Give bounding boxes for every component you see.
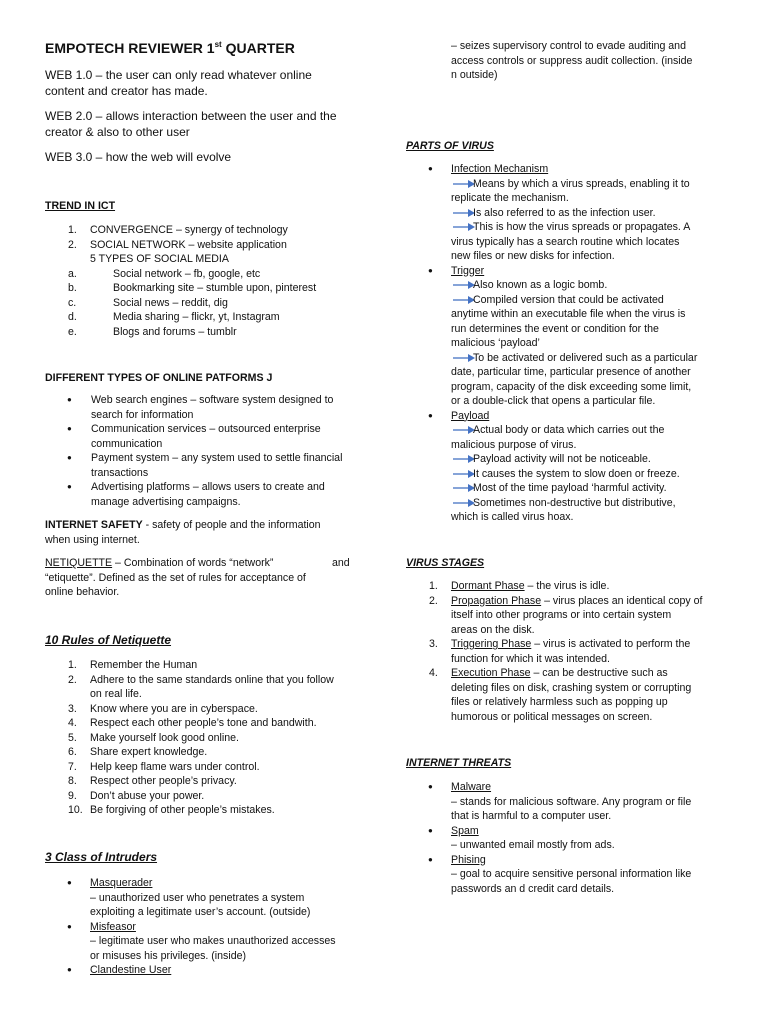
point-line — [451, 423, 726, 438]
social-media-type — [45, 281, 365, 296]
rule-number: 8. — [68, 775, 77, 787]
stage-text: files or relatively harmless such as popping up — [451, 696, 668, 708]
rule-text: Don’t abuse your power. — [90, 789, 205, 802]
point-text: Sometimes non-destructive but distributive, — [473, 496, 676, 509]
title-superscript: st — [214, 40, 222, 49]
rule-number: 3. — [68, 702, 77, 715]
web3-line: WEB 3.0 – how the web will evolve — [45, 150, 232, 164]
rule-item — [45, 702, 365, 717]
rule-item — [45, 803, 365, 818]
virus-part-point — [406, 206, 726, 221]
platform-item — [45, 422, 365, 451]
platform-text: search for information — [91, 408, 194, 421]
stage-number: 2. — [429, 594, 438, 607]
internet-threats-list — [406, 780, 726, 896]
stage-text: – virus is activated to perform the — [531, 638, 691, 650]
point-text: This is how the virus spreads or propagates. A — [473, 221, 691, 233]
virus-part-point — [406, 278, 726, 293]
title-text: EMPOTECH REVIEWER 1 — [45, 40, 215, 56]
web2-line: WEB 2.0 – allows interaction between the user and the — [45, 109, 337, 123]
bullet: ● — [67, 878, 72, 887]
stage-text: – virus places an identical copy of — [541, 594, 703, 607]
threat-text: – goal to acquire sensitive personal information like — [451, 868, 692, 880]
rule-item — [45, 774, 365, 789]
point-line — [451, 496, 726, 511]
point-line — [451, 481, 726, 496]
virus-parts-list — [406, 162, 726, 525]
point-line — [451, 206, 726, 221]
rule-text: Respect other people’s privacy. — [90, 775, 237, 787]
netiquette-and: and — [332, 557, 350, 569]
bullet: ● — [428, 410, 433, 420]
stage-text: – can be destructive such as — [530, 667, 668, 679]
rule-item — [45, 760, 365, 775]
point-text: Most of the time payload ‘harmful activity. — [473, 482, 667, 494]
type-text: Media sharing – flickr, yt, Instagram — [113, 311, 280, 323]
arrow-icon — [453, 223, 473, 231]
rule-number: 2. — [68, 673, 77, 686]
virus-part-point — [406, 452, 726, 467]
arrow-icon — [453, 470, 473, 478]
rule-text: Help keep flame wars under control. — [90, 760, 260, 773]
bullet: ● — [428, 825, 433, 835]
point-line — [451, 278, 726, 293]
arrow-icon — [453, 499, 473, 507]
virus-stages-list — [406, 579, 726, 724]
virus-part-point — [406, 293, 726, 351]
arrow-icon — [453, 455, 473, 463]
point-text: Also known as a logic bomb. — [473, 279, 608, 291]
virus-part-name: Trigger — [451, 264, 485, 277]
intruder-text: exploiting a legitimate user’s account. (outside) — [90, 906, 311, 918]
point-line: malicious ‘payload’ — [451, 337, 540, 349]
trend-item: SOCIAL NETWORK – website application — [90, 238, 287, 251]
stage-text: areas on the disk. — [451, 623, 535, 636]
rule-text: Be forgiving of other people’s mistakes. — [90, 804, 275, 816]
intruder-item — [45, 963, 375, 978]
intruder-text: – unauthorized user who penetrates a system — [90, 891, 305, 904]
virus-part-name: Infection Mechanism — [451, 163, 549, 175]
platforms-list — [45, 393, 365, 509]
point-line — [451, 293, 726, 308]
stage-item — [406, 637, 726, 666]
threat-item — [406, 853, 726, 897]
rule-number: 1. — [68, 659, 77, 671]
point-line: or a double-click that opens a particular file. — [451, 395, 656, 407]
point-line: anytime within an executable file when the virus is — [451, 308, 686, 320]
bullet: ● — [428, 782, 433, 791]
virus-part-point — [406, 423, 726, 452]
bullet: ● — [428, 265, 433, 275]
social-media-types-heading: 5 TYPES OF SOCIAL MEDIA — [90, 253, 229, 265]
intruder-name: Misfeasor — [90, 920, 136, 933]
threat-text: passwords an d credit card details. — [451, 882, 615, 895]
stage-text: function for which it was intended. — [451, 652, 610, 665]
virus-part-payload — [406, 409, 726, 424]
intruder-text: or misuses his privileges. (inside) — [90, 949, 247, 962]
rules-heading: 10 Rules of Netiquette — [45, 633, 172, 647]
intruder-name: Masquerader — [90, 877, 153, 889]
platform-text: Advertising platforms – allows users to create and — [91, 481, 325, 493]
netiquette — [45, 556, 375, 600]
internet-safety — [45, 518, 375, 547]
rule-number: 4. — [68, 717, 77, 729]
arrow-icon — [453, 426, 473, 434]
arrow-icon — [453, 484, 473, 492]
social-media-type — [45, 267, 365, 282]
stage-name: Triggering Phase — [451, 638, 532, 650]
bullet: ● — [428, 854, 433, 864]
intruder-text: – legitimate user who makes unauthorized accesses — [90, 935, 336, 947]
type-marker: b. — [68, 282, 77, 294]
rule-text: Adhere to the same standards online that you follow — [90, 673, 334, 686]
point-line — [451, 467, 726, 482]
point-text: Compiled version that could be activated — [473, 293, 664, 306]
virus-part-trigger — [406, 264, 726, 279]
web-definitions — [45, 68, 375, 166]
netiquette-definition-2: “etiquette”. Defined as the set of rules for acceptance of — [45, 571, 306, 584]
rule-text: Make yourself look good online. — [90, 731, 239, 744]
stage-line — [451, 579, 726, 594]
stage-line — [451, 637, 726, 652]
type-text: Bookmarking site – stumble upon, pinterest — [113, 282, 317, 294]
point-line: virus typically has a search routine which locates — [451, 235, 680, 248]
virus-part-name: Payload — [451, 409, 490, 422]
rule-text: on real life. — [90, 688, 142, 700]
trend-heading: TREND IN ICT — [45, 200, 116, 212]
arrow-icon — [453, 281, 473, 289]
internet-threats-heading: INTERNET THREATS — [406, 757, 512, 769]
safety-term: INTERNET SAFETY — [45, 519, 143, 531]
intruders-list — [45, 876, 375, 978]
point-line — [451, 351, 726, 366]
virus-stages-heading: VIRUS STAGES — [406, 557, 485, 569]
netiquette-term: NETIQUETTE — [45, 557, 113, 569]
virus-part-point — [406, 220, 726, 264]
platform-text: Communication services – outsourced enterprise — [91, 423, 321, 435]
threat-text: – unwanted email mostly from ads. — [451, 839, 615, 851]
web2-line-2: creator & also to other user — [45, 124, 190, 139]
stage-number: 4. — [429, 667, 438, 679]
social-media-type — [45, 310, 365, 325]
platform-item — [45, 451, 365, 480]
stage-text: – the virus is idle. — [524, 580, 610, 592]
document-title — [45, 40, 295, 56]
point-line: new files or new disks for infection. — [451, 250, 615, 262]
rule-item — [45, 716, 365, 731]
type-marker: c. — [68, 296, 77, 309]
bullet: ● — [67, 482, 72, 491]
stage-name: Propagation Phase — [451, 594, 542, 607]
type-marker: e. — [68, 325, 77, 338]
type-marker: d. — [68, 311, 77, 323]
continued-line: – seizes supervisory control to evade auditing and — [451, 40, 686, 52]
platform-text: Web search engines – software system designed to — [91, 394, 334, 406]
point-text: Payload activity will not be noticeable. — [473, 453, 651, 465]
rule-number: 9. — [68, 789, 77, 802]
social-media-type — [45, 296, 365, 311]
type-text: Social news – reddit, dig — [113, 296, 228, 309]
rule-number: 7. — [68, 760, 77, 773]
point-line: date, particular time, particular presence of another — [451, 366, 691, 378]
stage-text: humorous or political messages on screen. — [451, 710, 653, 723]
web1-line: WEB 1.0 – the user can only read whatever online — [45, 68, 312, 82]
threat-name: Phising — [451, 853, 486, 866]
bullet: ● — [428, 164, 433, 173]
netiquette-definition: – Combination of words “network” — [112, 557, 274, 569]
continued-line: n outside) — [451, 69, 498, 81]
bullet: ● — [67, 965, 72, 974]
threat-name: Malware — [451, 781, 492, 793]
rule-text: Share expert knowledge. — [90, 746, 208, 758]
rule-item — [45, 789, 365, 804]
rule-text: Respect each other people’s tone and bandwith. — [90, 717, 317, 729]
platform-text: transactions — [91, 466, 149, 479]
point-text: Is also referred to as the infection user. — [473, 206, 656, 219]
netiquette-definition-3: online behavior. — [45, 586, 120, 598]
virus-part-point — [406, 496, 726, 525]
stage-line — [451, 594, 726, 609]
point-text: To be activated or delivered such as a particular — [473, 351, 698, 364]
point-text: It causes the system to slow doen or freeze. — [473, 467, 680, 480]
point-text: Actual body or data which carries out the — [473, 424, 665, 436]
stage-line — [451, 666, 726, 681]
point-text: Means by which a virus spreads, enabling it to — [473, 177, 690, 190]
stage-text: deleting files on disk, crashing system or corrupting — [451, 681, 692, 694]
rule-number: 10. — [68, 804, 83, 816]
point-line — [451, 452, 726, 467]
platform-text: manage advertising campaigns. — [91, 495, 241, 508]
rule-item — [45, 745, 365, 760]
bullet: ● — [67, 921, 72, 931]
point-line: replicate the mechanism. — [451, 192, 569, 204]
stage-number: 3. — [429, 638, 438, 650]
virus-part-point — [406, 467, 726, 482]
rule-number: 6. — [68, 746, 77, 758]
bullet: ● — [67, 424, 72, 433]
platforms-heading: DIFFERENT TYPES OF ONLINE PATFORMS J — [45, 372, 273, 384]
virus-parts-heading: PARTS OF VIRUS — [406, 140, 494, 152]
arrow-icon — [453, 354, 473, 362]
bullet: ● — [67, 395, 72, 404]
rule-item — [45, 658, 365, 673]
point-line — [451, 220, 726, 235]
virus-part-point — [406, 481, 726, 496]
title-tail: QUARTER — [221, 40, 295, 56]
safety-definition: - safety of people and the information — [142, 519, 321, 531]
arrow-icon — [453, 180, 473, 188]
platform-item — [45, 393, 365, 422]
trend-list: 1. CONVERGENCE – synergy of technology 2. SOCIAL NETWORK – website application 5 TYPES OF SOCIAL MEDIA a. Social network – fb, google, etc b. Bookmarking site – stumble upon, pinterest c. Social news – reddit, dig d. Media sharing – flickr, yt, Instagram e. Blogs and forums – tumblr — [45, 223, 365, 339]
point-line — [451, 177, 726, 192]
point-line: run determines the event or condition for the — [451, 322, 659, 335]
continued-line: access controls or suppress audit collection. (inside — [451, 54, 693, 67]
rules-list — [45, 658, 365, 818]
virus-part-point — [406, 351, 726, 409]
platform-text: Payment system – any system used to settle financial — [91, 452, 343, 464]
type-marker: a. — [68, 267, 77, 280]
stage-text: itself into other programs or into certain system — [451, 609, 672, 621]
point-line: malicious purpose of virus. — [451, 438, 577, 451]
rule-text: Remember the Human — [90, 659, 198, 671]
threat-name: Spam — [451, 824, 479, 837]
stage-number: 1. — [429, 580, 438, 592]
type-text: Social network – fb, google, etc — [113, 267, 261, 280]
intruder-item — [45, 876, 375, 920]
threat-item — [406, 824, 726, 853]
threat-text: that is harmful to a computer user. — [451, 810, 612, 822]
arrow-icon — [453, 209, 473, 217]
social-media-type — [45, 325, 365, 340]
point-line: program, capacity of the disk exceeding some limit, — [451, 380, 692, 393]
clandestine-continued — [451, 39, 741, 83]
virus-part-point — [406, 177, 726, 206]
rule-item — [45, 673, 365, 702]
web1-line-2: content and creator has made. — [45, 83, 208, 98]
virus-part-infection — [406, 162, 726, 177]
threat-item — [406, 780, 726, 824]
rule-item — [45, 731, 365, 746]
safety-definition-2: when using internet. — [45, 533, 140, 546]
type-text: Blogs and forums – tumblr — [113, 325, 237, 338]
intruders-heading: 3 Class of Intruders — [45, 850, 158, 864]
rule-number: 5. — [68, 731, 77, 744]
platform-text: communication — [91, 437, 163, 450]
intruder-name: Clandestine User — [90, 964, 172, 976]
stage-item — [406, 579, 726, 594]
stage-name: Dormant Phase — [451, 580, 525, 592]
bullet: ● — [67, 453, 72, 462]
intruder-item — [45, 920, 375, 964]
stage-item — [406, 666, 726, 724]
arrow-icon — [453, 296, 473, 304]
stage-name: Execution Phase — [451, 667, 531, 679]
threat-text: – stands for malicious software. Any program or file — [451, 795, 692, 808]
stage-item — [406, 594, 726, 638]
trend-item: CONVERGENCE – synergy of technology — [90, 224, 288, 236]
rule-text: Know where you are in cyberspace. — [90, 702, 258, 715]
point-line: which is called virus hoax. — [451, 511, 574, 523]
platform-item — [45, 480, 365, 509]
